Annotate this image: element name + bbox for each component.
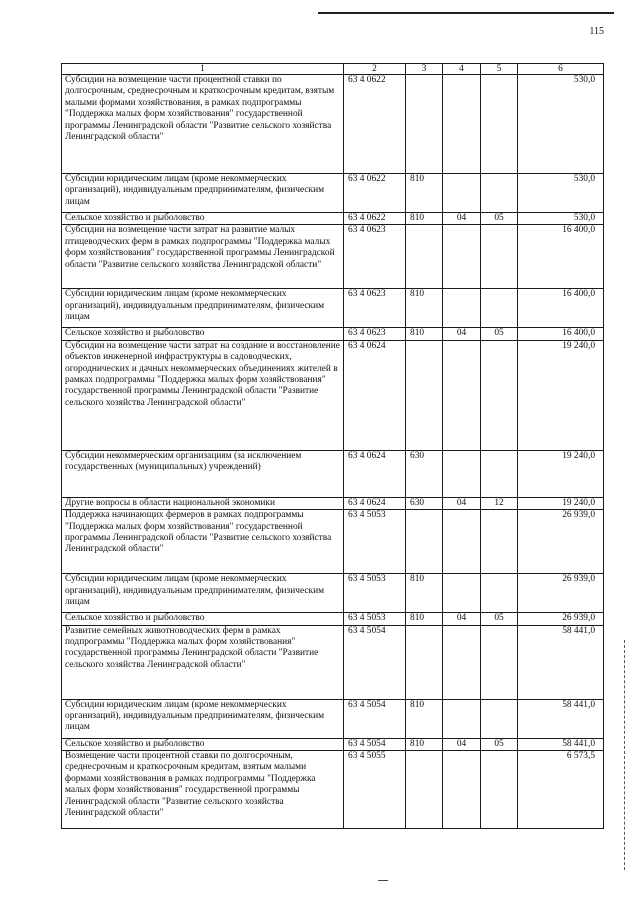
top-rule — [318, 12, 614, 14]
cell-amount: 26 939,0 — [518, 510, 604, 574]
cell-rz — [443, 450, 481, 497]
table-row — [62, 699, 604, 738]
table-row — [62, 328, 604, 340]
cell-pr — [481, 751, 518, 829]
column-header: 6 — [518, 64, 604, 75]
cell-rz — [443, 510, 481, 574]
cell-amount: 19 240,0 — [518, 450, 604, 497]
cell-name: Субсидии юридическим лицам (кроме некоммерческих организаций), индивидуальным предпринимателям, физическим лицам — [62, 574, 344, 613]
cell-name: Развитие семейных животноводческих ферм в рамках подпрограммы "Поддержка малых форм хозяйствования" государственной программы Ленинградской области "Развитие сельского хозяйства Ленинградской области" — [62, 625, 344, 699]
cell-code: 63 4 0624 — [344, 340, 406, 450]
cell-name: Субсидии юридическим лицам (кроме некоммерческих организаций), индивидуальным предпринимателям, физическим лицам — [62, 699, 344, 738]
table-row — [62, 613, 604, 625]
cell-rz — [443, 574, 481, 613]
column-header: 4 — [443, 64, 481, 75]
cell-name: Сельское хозяйство и рыболовство — [62, 213, 344, 225]
cell-vr: 810 — [406, 174, 443, 213]
cell-name: Субсидии юридическим лицам (кроме некоммерческих организаций), индивидуальным предпринимателям, физическим лицам — [62, 174, 344, 213]
cell-rz — [443, 751, 481, 829]
cell-code: 63 4 5055 — [344, 751, 406, 829]
cell-pr — [481, 699, 518, 738]
cell-code: 63 4 5053 — [344, 510, 406, 574]
table-row — [62, 213, 604, 225]
cell-vr: 810 — [406, 738, 443, 750]
cell-code: 63 4 0623 — [344, 225, 406, 289]
cell-name: Другие вопросы в области национальной экономики — [62, 497, 344, 509]
cell-rz: 04 — [443, 497, 481, 509]
cell-vr: 810 — [406, 699, 443, 738]
table-row — [62, 340, 604, 450]
cell-vr: 810 — [406, 574, 443, 613]
cell-amount: 530,0 — [518, 75, 604, 174]
cell-vr — [406, 225, 443, 289]
cell-code: 63 4 0622 — [344, 75, 406, 174]
cell-rz — [443, 75, 481, 174]
cell-code: 63 4 0622 — [344, 213, 406, 225]
table-row — [62, 225, 604, 289]
header-row — [62, 64, 604, 75]
cell-pr — [481, 289, 518, 328]
cell-code: 63 4 0624 — [344, 497, 406, 509]
cell-vr: 810 — [406, 613, 443, 625]
cell-pr — [481, 225, 518, 289]
table-row — [62, 751, 604, 829]
cell-pr — [481, 574, 518, 613]
cell-pr: 05 — [481, 613, 518, 625]
cell-vr: 630 — [406, 497, 443, 509]
cell-code: 63 4 5054 — [344, 699, 406, 738]
cell-rz: 04 — [443, 613, 481, 625]
table-row — [62, 75, 604, 174]
cell-rz — [443, 699, 481, 738]
cell-pr — [481, 75, 518, 174]
scan-edge-marks — [624, 640, 625, 870]
cell-vr: 810 — [406, 213, 443, 225]
cell-code: 63 4 5054 — [344, 738, 406, 750]
cell-vr — [406, 510, 443, 574]
budget-table — [61, 63, 604, 829]
cell-name: Сельское хозяйство и рыболовство — [62, 613, 344, 625]
cell-pr — [481, 510, 518, 574]
cell-pr: 12 — [481, 497, 518, 509]
cell-amount: 19 240,0 — [518, 340, 604, 450]
cell-amount: 16 400,0 — [518, 289, 604, 328]
table-row — [62, 450, 604, 497]
cell-code: 63 4 5053 — [344, 613, 406, 625]
cell-vr — [406, 625, 443, 699]
table-row — [62, 289, 604, 328]
column-header: 2 — [344, 64, 406, 75]
cell-amount: 6 573,5 — [518, 751, 604, 829]
cell-vr: 630 — [406, 450, 443, 497]
cell-amount: 58 441,0 — [518, 699, 604, 738]
cell-pr — [481, 450, 518, 497]
cell-pr — [481, 340, 518, 450]
cell-code: 63 4 0623 — [344, 289, 406, 328]
cell-vr: 810 — [406, 328, 443, 340]
cell-amount: 58 441,0 — [518, 738, 604, 750]
cell-rz — [443, 225, 481, 289]
cell-amount: 16 400,0 — [518, 225, 604, 289]
cell-rz — [443, 289, 481, 328]
cell-vr — [406, 340, 443, 450]
column-header: 3 — [406, 64, 443, 75]
cell-vr — [406, 751, 443, 829]
cell-rz: 04 — [443, 738, 481, 750]
table-row — [62, 174, 604, 213]
cell-pr: 05 — [481, 328, 518, 340]
cell-name: Сельское хозяйство и рыболовство — [62, 328, 344, 340]
cell-code: 63 4 0624 — [344, 450, 406, 497]
cell-vr: 810 — [406, 289, 443, 328]
cell-name: Субсидии на возмещение части процентной ставки по долгосрочным, среднесрочным и краткосрочным кредитам, взятым малыми формами хозяйствования, в рамках подпрограммы "Поддержка малых форм хозяйствования" государственной программы Ленинградской области "Развитие сельского хозяйства Ленинградской области" — [62, 75, 344, 174]
cell-pr — [481, 625, 518, 699]
cell-amount: 19 240,0 — [518, 497, 604, 509]
scan-mark — [378, 880, 388, 881]
cell-name: Сельское хозяйство и рыболовство — [62, 738, 344, 750]
cell-rz: 04 — [443, 213, 481, 225]
page-number: 115 — [589, 26, 604, 37]
cell-code: 63 4 0622 — [344, 174, 406, 213]
cell-amount: 530,0 — [518, 174, 604, 213]
cell-pr: 05 — [481, 213, 518, 225]
table-row — [62, 625, 604, 699]
cell-code: 63 4 5054 — [344, 625, 406, 699]
table-row — [62, 574, 604, 613]
column-header: 5 — [481, 64, 518, 75]
cell-name: Субсидии на возмещение части затрат на создание и восстановление объектов инженерной инфраструктуры в садоводческих, огороднических и дачных некоммерческих объединениях жителей в рамках подпрограммы "Поддержка малых форм хозяйствования" государственной программы Ленинградской области "Развитие сельского хозяйства Ленинградской области" — [62, 340, 344, 450]
column-header: 1 — [62, 64, 344, 75]
cell-rz: 04 — [443, 328, 481, 340]
cell-name: Поддержка начинающих фермеров в рамках подпрограммы "Поддержка малых форм хозяйствования" государственной программы Ленинградской области "Развитие сельского хозяйства Ленинградской области" — [62, 510, 344, 574]
cell-amount: 26 939,0 — [518, 574, 604, 613]
cell-vr — [406, 75, 443, 174]
cell-name: Возмещение части процентной ставки по долгосрочным, среднесрочным и краткосрочным кредитам, взятым малыми формами хозяйствования в рамках подпрограммы "Поддержка малых форм хозяйствования" государственной программы Ленинградской области "Развитие сельского хозяйства Ленинградской области" — [62, 751, 344, 829]
cell-pr — [481, 174, 518, 213]
cell-amount: 16 400,0 — [518, 328, 604, 340]
cell-code: 63 4 0623 — [344, 328, 406, 340]
cell-amount: 58 441,0 — [518, 625, 604, 699]
cell-name: Субсидии юридическим лицам (кроме некоммерческих организаций), индивидуальным предпринимателям, физическим лицам — [62, 289, 344, 328]
cell-rz — [443, 174, 481, 213]
cell-rz — [443, 625, 481, 699]
table-row — [62, 497, 604, 509]
cell-rz — [443, 340, 481, 450]
table-row — [62, 738, 604, 750]
table-row — [62, 510, 604, 574]
cell-amount: 26 939,0 — [518, 613, 604, 625]
cell-name: Субсидии на возмещение части затрат на развитие малых птицеводческих ферм в рамках подпрограммы "Поддержка малых форм хозяйствования" государственной программы Ленинградской области "Развитие сельского хозяйства Ленинградской области" — [62, 225, 344, 289]
cell-amount: 530,0 — [518, 213, 604, 225]
cell-pr: 05 — [481, 738, 518, 750]
cell-code: 63 4 5053 — [344, 574, 406, 613]
cell-name: Субсидии некоммерческим организациям (за исключением государственных (муниципальных) учреждений) — [62, 450, 344, 497]
